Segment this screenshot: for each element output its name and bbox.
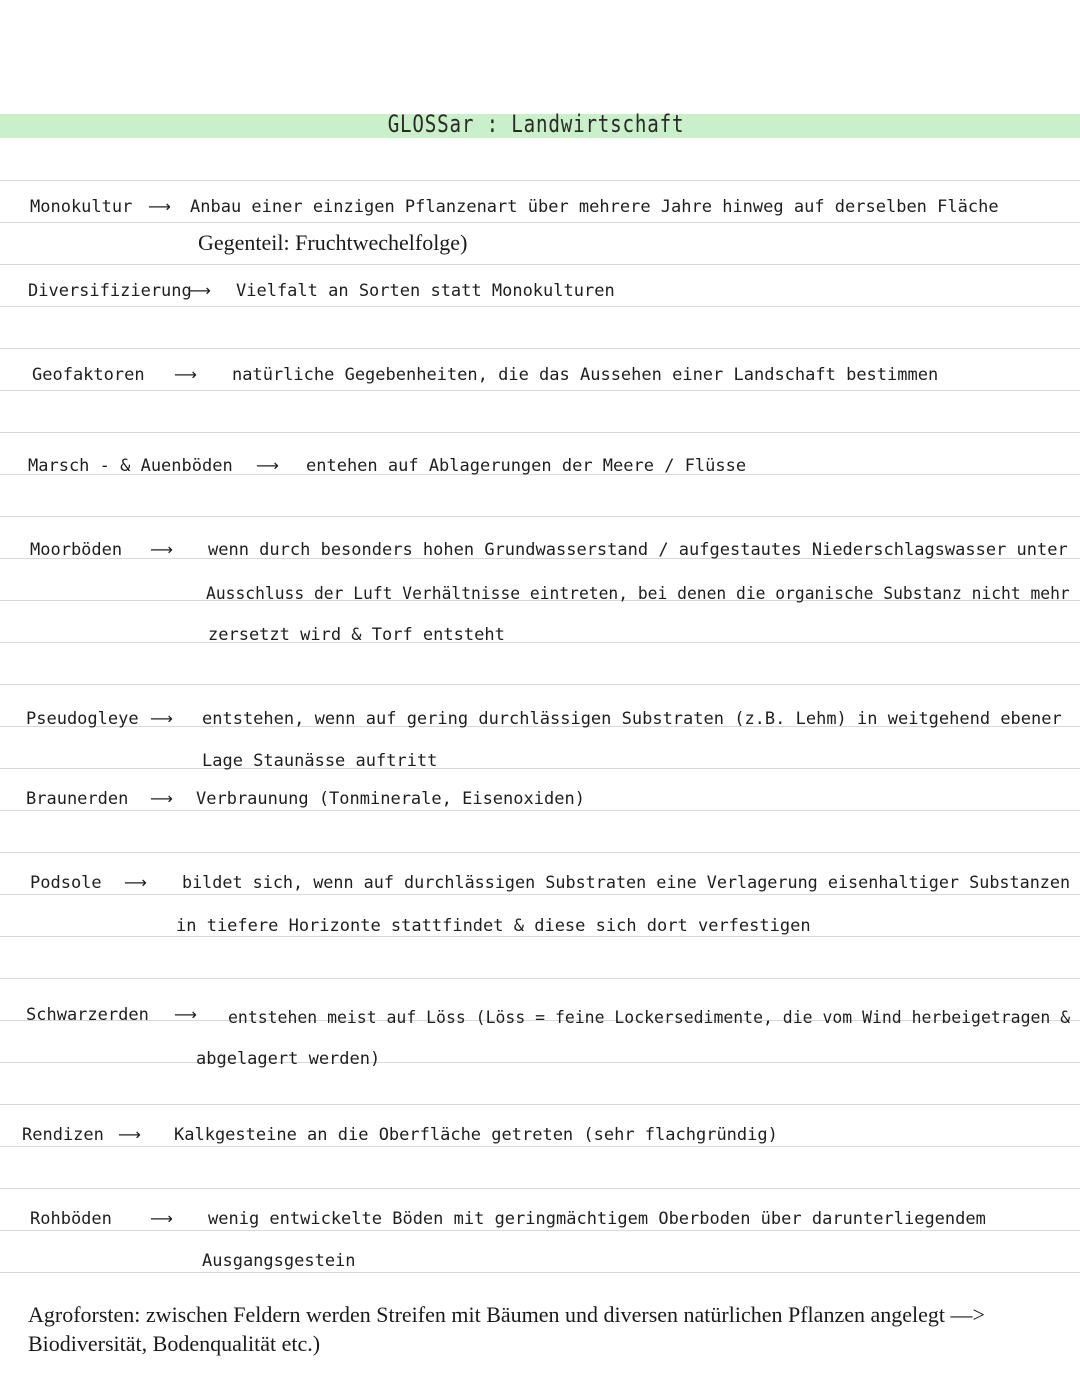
entry-definition: bildet sich, wenn auf durchlässigen Substraten eine Verlagerung eisenhaltiger Substanzen [182,873,1071,893]
arrow-icon: ⟶ [174,1005,197,1024]
ruled-line [0,684,1080,685]
ruled-line [0,1272,1080,1273]
ruled-line [0,1104,1080,1105]
ruled-line [0,1188,1080,1189]
entry-term: Diversifizierung [28,281,192,301]
entry-definition: entstehen, wenn auf gering durchlässigen Substraten (z.B. Lehm) in weitgehend ebener [202,709,1062,729]
entry-definition: wenig entwickelte Böden mit geringmächtigem Oberboden über darunterliegendem [208,1209,986,1229]
ruled-line [0,348,1080,349]
ruled-line [0,1230,1080,1231]
arrow-icon: ⟶ [148,197,171,216]
entry-definition: wenn durch besonders hohen Grundwasserstand / aufgestautes Niederschlagswasser unter [208,540,1068,560]
entry-definition: Lage Staunässe auftritt [202,751,438,771]
entry-definition: abgelagert werden) [196,1049,381,1069]
entry-term: Rohböden [30,1209,112,1229]
page-title: GLOSSar : Landwirtschaft [387,110,685,138]
ruled-line [0,180,1080,181]
ruled-line [0,432,1080,433]
ruled-line [0,1062,1080,1063]
ruled-line [0,936,1080,937]
arrow-icon: ⟶ [174,365,197,384]
arrow-icon: ⟶ [256,456,279,475]
ruled-line [0,516,1080,517]
entry-term: Moorböden [30,540,123,560]
entry-term: Podsole [30,873,102,893]
arrow-icon: ⟶ [150,1209,173,1228]
entry-term: Marsch - & Auenböden [28,456,233,476]
entry-definition: Verbraunung (Tonminerale, Eisenoxiden) [196,789,585,809]
entry-term: Schwarzerden [26,1005,149,1025]
entry-definition: Anbau einer einzigen Pflanzenart über mehrere Jahre hinweg auf derselben Fläche [190,197,999,217]
entry-definition: Ausgangsgestein [202,1251,356,1271]
entry-term: Braunerden [26,789,129,809]
arrow-icon: ⟶ [150,540,173,559]
entry-definition: natürliche Gegebenheiten, die das Aussehen einer Landschaft bestimmen [232,365,939,385]
entry-definition: zersetzt wird & Torf entsteht [208,625,505,645]
entry-definition: Vielfalt an Sorten statt Monokulturen [236,281,615,301]
entry-definition: entehen auf Ablagerungen der Meere / Flüsse [306,456,747,476]
entry-definition: Ausschluss der Luft Verhältnisse eintreten, bei denen die organische Substanz nicht mehr [206,584,1070,604]
agroforsten-note: Agroforsten: zwischen Feldern werden Streifen mit Bäumen und diversen natürlichen Pflanzen angelegt —> Biodiversität, Bodenqualität etc.) [28,1302,985,1356]
entry-definition: Kalkgesteine an die Oberfläche getreten (sehr flachgründig) [174,1125,778,1145]
entry-term: Geofaktoren [32,365,145,385]
ruled-line [0,642,1080,643]
entry-term: Monokultur [30,197,133,217]
arrow-icon: ⟶ [118,1125,141,1144]
arrow-icon: ⟶ [150,789,173,808]
ruled-line [0,1146,1080,1147]
ruled-line [0,978,1080,979]
entry-note: Gegenteil: Fruchtwechelfolge) [198,230,468,255]
ruled-line [0,306,1080,307]
entry-definition: entstehen meist auf Löss (Löss = feine Lockersedimente, die vom Wind herbeigetragen & [228,1008,1071,1028]
ruled-line [0,222,1080,223]
ruled-line [0,390,1080,391]
arrow-icon: ⟶ [124,873,147,892]
ruled-line [0,894,1080,895]
arrow-icon: ⟶ [188,281,211,300]
ruled-line [0,768,1080,769]
entry-definition: in tiefere Horizonte stattfindet & diese sich dort verfestigen [176,916,811,936]
ruled-line [0,264,1080,265]
ruled-line [0,810,1080,811]
arrow-icon: ⟶ [150,709,173,728]
ruled-line [0,852,1080,853]
entry-term: Pseudogleye [26,709,139,729]
entry-term: Rendizen [22,1125,104,1145]
